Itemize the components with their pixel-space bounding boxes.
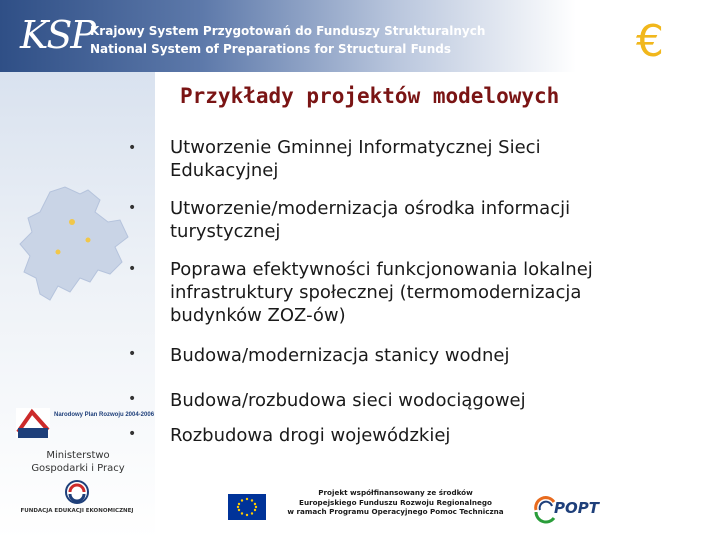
list-item-3-line2: infrastruktury społecznej (termomodernizacja: [170, 282, 582, 303]
footer-line3: w ramach Programu Operacyjnego Pomoc Techniczna: [287, 507, 504, 516]
bullet-1: •: [128, 140, 137, 156]
list-item-2: [170, 197, 710, 243]
list-item-3: [170, 258, 710, 327]
popt-logo-label: POPT: [554, 499, 599, 517]
list-item-1: [170, 136, 710, 182]
ministry-line2: Gospodarki i Pracy: [31, 463, 125, 474]
list-item-2-line2: turystycznej: [170, 221, 281, 242]
footer-line2: Europejskiego Funduszu Rozwoju Regionalnego: [299, 497, 492, 507]
list-item-6-line1: Rozbudowa drogi wojewódzkiej: [170, 425, 451, 446]
npr-logo-text: Narodowy Plan Rozwoju 2004-2006: [54, 412, 155, 418]
list-item-4-line1: Budowa/modernizacja stanicy wodnej: [170, 345, 510, 366]
bullet-3: •: [128, 261, 137, 277]
list-item-2-line1: Utworzenie/modernizacja ośrodka informacji: [170, 198, 571, 219]
footer-cofinancing-note: [268, 488, 523, 517]
list-item-3-line1: Poprawa efektywności funkcjonowania lokalnej: [170, 259, 593, 280]
list-item-5: [170, 389, 710, 412]
fundacja-logo: [14, 478, 140, 524]
bullet-5: •: [128, 391, 137, 407]
list-item-4: [170, 344, 710, 367]
ministry-label: [18, 449, 138, 475]
bullet-2: •: [128, 200, 137, 216]
header-title-english: National System of Preparations for Structural Funds: [90, 42, 452, 56]
slide-title: Przykłady projektów modelowych: [180, 84, 560, 108]
fundacja-emblem-icon: [14, 478, 140, 508]
footer-line1: Projekt współfinansowany ze środków: [318, 488, 473, 497]
fundacja-label: FUNDACJA EDUKACJI EKONOMICZNEJ: [20, 508, 134, 514]
ministry-line1: Ministerstwo: [46, 450, 110, 461]
list-item-1-line1: Utworzenie Gminnej Informatycznej Sieci: [170, 137, 541, 158]
list-item-1-line2: Edukacyjnej: [170, 160, 279, 181]
euro-icon: €: [636, 16, 664, 67]
bullet-6: •: [128, 426, 137, 442]
list-item-5-line1: Budowa/rozbudowa sieci wodociągowej: [170, 390, 526, 411]
list-item-6: [170, 424, 710, 447]
list-item-3-line3: budynków ZOZ-ów): [170, 305, 346, 326]
header-banner: [0, 0, 720, 72]
europe-map-icon: [10, 182, 135, 322]
ksp-logo: KSP: [20, 13, 94, 57]
bullet-4: •: [128, 346, 137, 362]
header-title-polish: Krajowy System Przygotowań do Funduszy Strukturalnych: [90, 24, 486, 38]
narodowy-plan-rozwoju-logo: [14, 402, 155, 444]
eu-flag-icon: [228, 494, 266, 520]
